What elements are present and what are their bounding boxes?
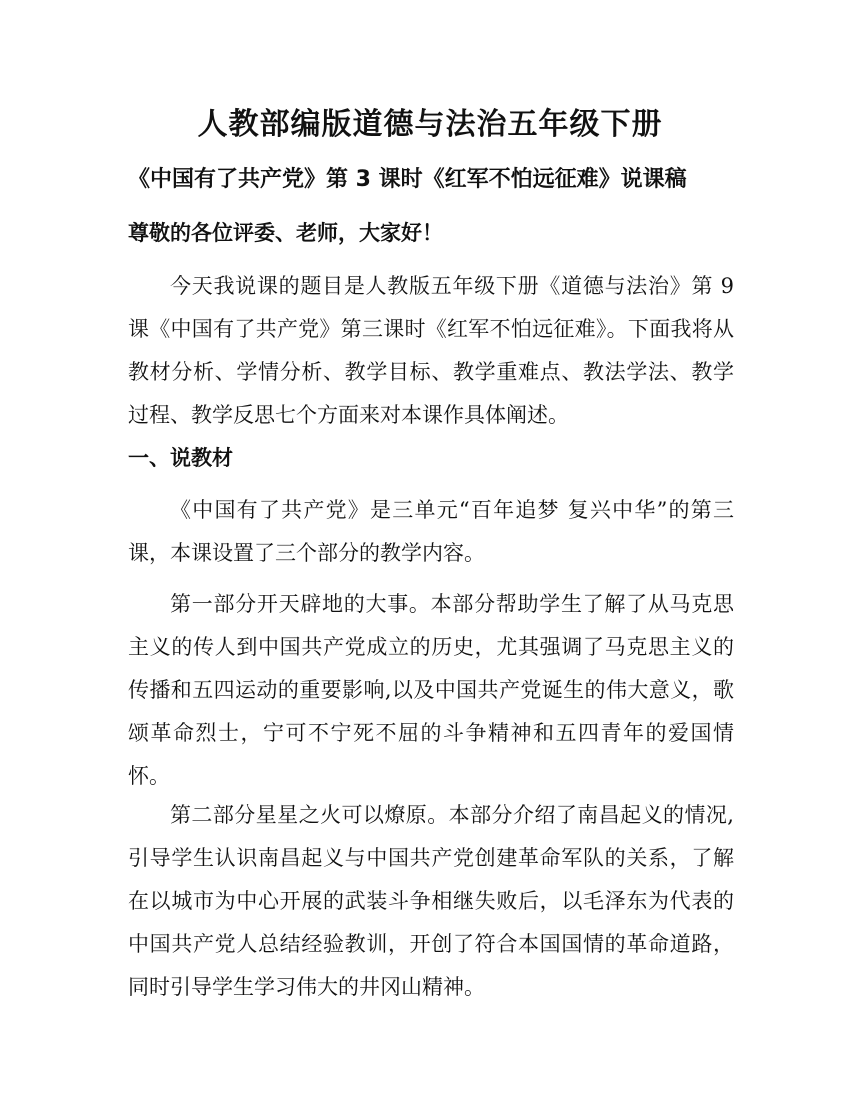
document-title: 人教部编版道德与法治五年级下册 [197, 107, 663, 142]
greeting-line: 尊敬的各位评委、老师，大家好！ [128, 221, 443, 245]
document-subtitle: 《中国有了共产党》第 3 课时《红军不怕远征难》说课稿 [128, 167, 687, 192]
intro-paragraph: 今天我说课的题目是人教版五年级下册《道德与法治》第 9 课《中国有了共产党》第三课时《红军不怕远征难》。下面我将从教材分析、学情分析、教学目标、教学重难点、教法学法、教学过程、教学反思七个方面来对本课作具体阐述。 [128, 274, 734, 427]
section-paragraph: 第二部分星星之火可以燎原。本部分介绍了南昌起义的情况,引导学生认识南昌起义与中国共产党创建革命军队的关系，了解在以城市为中心开展的武装斗争相继失败后，以毛泽东为代表的中国共产党人总结经验教训，开创了符合本国国情的革命道路，同时引导学生学习伟大的井冈山精神。 [128, 803, 734, 999]
section-paragraph: 《中国有了共产党》是三单元“百年追梦 复兴中华”的第三课，本课设置了三个部分的教学内容。 [128, 498, 734, 565]
section-heading: 一、说教材 [128, 446, 233, 470]
section-paragraph: 第一部分开天辟地的大事。本部分帮助学生了解了从马克思主义的传人到中国共产党成立的历史，尤其强调了马克思主义的传播和五四运动的重要影响,以及中国共产党诞生的伟大意义，歌颂革命烈士，宁可不宁死不屈的斗争精神和五四青年的爱国情怀。 [128, 592, 734, 788]
